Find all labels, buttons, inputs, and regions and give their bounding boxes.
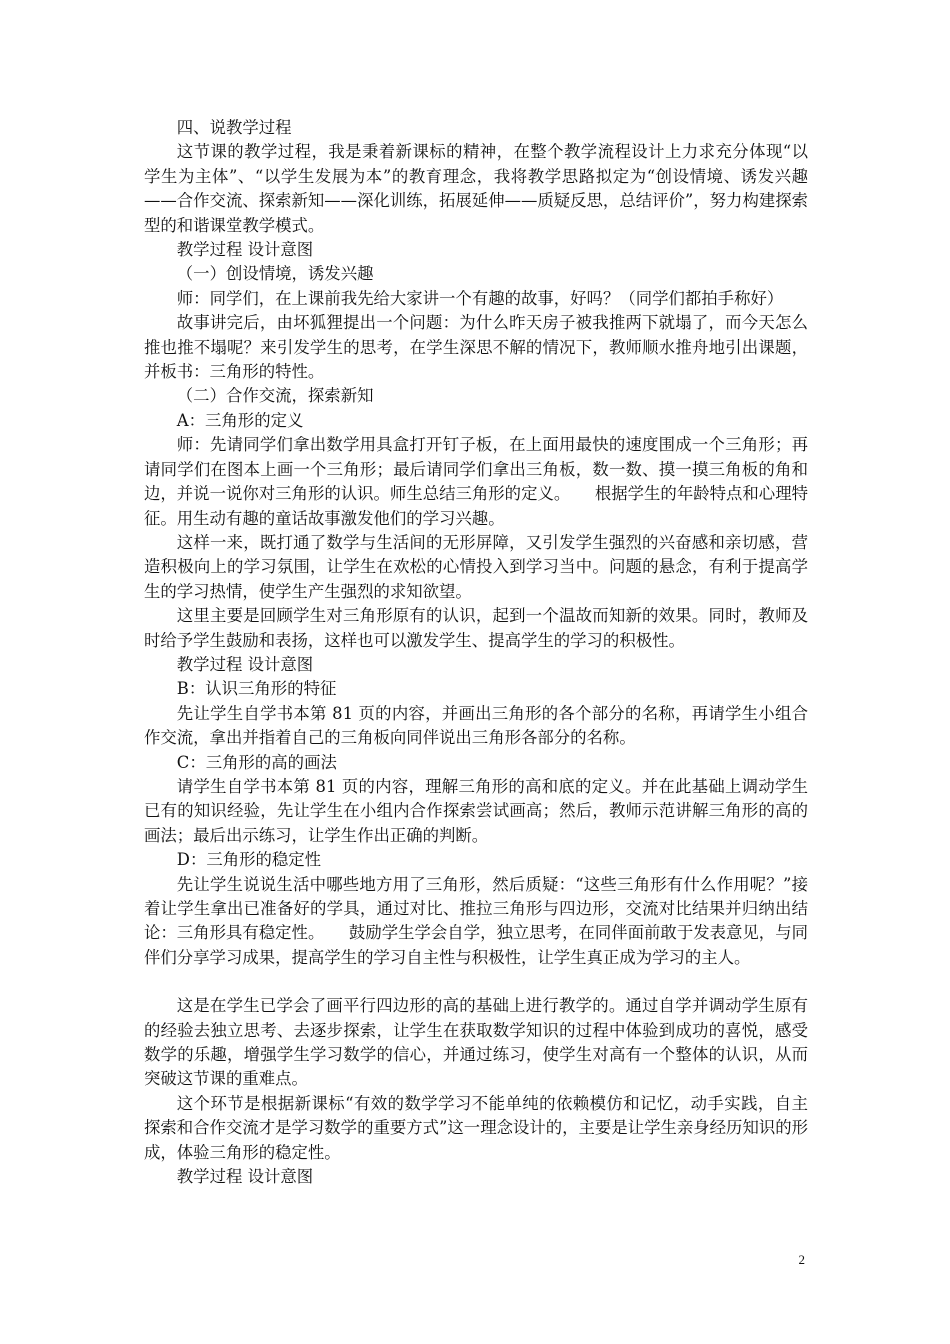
paragraph: 请学生自学书本第 81 页的内容，理解三角形的高和底的定义。并在此基础上调动学生已有的知识经验，先让学生在小组内合作探索尝试画高；然后，教师示范讲解三角形的高的画法；最后出示练习，让学生作出正确的判断。 [144,776,808,845]
item-heading: B：认识三角形的特征 [176,679,337,699]
table-header-line: 教学过程 设计意图 [176,654,314,674]
paragraph: 这个环节是根据新课标“有效的数学学习不能单纯的依赖模仿和记忆，动手实践，自主探索和合作交流才是学习数学的重要方式”这一理念设计的，主要是让学生亲身经历知识的形成，体验三角形的稳定性。 [144,1093,809,1162]
paragraph: 师：先请同学们拿出数学用具盒打开钉子板，在上面用最快的速度围成一个三角形；再请同学们在图本上画一个三角形；最后请同学们拿出三角板，数一数、摸一摸三角板的角和边，并说一说你对三角形的认识。师生总结三角形的定义。 根据学生的年龄特点和心理特征。用生动有趣的童话故事激发他们的学习兴趣。 [144,435,808,528]
table-header-line: 教学过程 设计意图 [176,1167,314,1187]
paragraph: 这节课的教学过程，我是秉着新课标的精神，在整个教学流程设计上力求充分体现“以学生为主体”、“以学生发展为本”的教育理念，我将教学思路拟定为“创设情境、诱发兴趣——合作交流、探索新知——深化训练，拓展延伸——质疑反思，总结评价”，努力构建探索型的和谐课堂教学模式。 [144,142,809,235]
item-heading: C：三角形的高的画法 [176,752,337,772]
paragraph: 故事讲完后，由坏狐狸提出一个问题：为什么昨天房子被我推两下就塌了，而今天怎么推也推不塌呢？来引发学生的思考，在学生深思不解的情况下，教师顺水推舟地引出课题，并板书：三角形的特性。 [144,313,808,382]
item-heading: D：三角形的稳定性 [176,850,322,870]
section-heading: 四、说教学过程 [176,118,292,137]
paragraph: 师：同学们，在上课前我先给大家讲一个有趣的故事，好吗？（同学们都拍手称好） [176,288,784,308]
paragraph: 这是在学生已学会了画平行四边形的高的基础上进行教学的。通过自学并调动学生原有的经验去独立思考、去逐步探索，让学生在获取数学知识的过程中体验到成功的喜悦，感受数学的乐趣，增强学生学习数学的信心，并通过练习，使学生对高有一个整体的认识，从而突破这节课的重难点。 [144,996,808,1089]
paragraph: 先让学生说说生活中哪些地方用了三角形，然后质疑：“这些三角形有什么作用呢？”接着让学生拿出已准备好的学具，通过对比、推拉三角形与四边形，交流对比结果并归纳出结论：三角形具有稳定性。 鼓励学生学会自学，独立思考，在同伴面前敢于发表意见，与同伴们分享学习成果，提高学生的学习自主性与积极性，让学生真正成为学习的主人。 [144,874,808,967]
table-header-line: 教学过程 设计意图 [176,240,314,260]
page-number: 2 [798,1252,805,1267]
document-body [144,116,808,1189]
paragraph: 这样一来，既打通了数学与生活间的无形屏障，又引发学生强烈的兴奋感和亲切感，营造积极向上的学习氛围，让学生在欢松的心情投入到学习当中。问题的悬念，有利于提高学生的学习热情，使学生产生强烈的求知欲望。 [144,532,808,601]
paragraph: 这里主要是回顾学生对三角形原有的认识，起到一个温故而知新的效果。同时，教师及时给予学生鼓励和表扬，这样也可以激发学生、提高学生的学习的积极性。 [144,606,808,650]
subsection-heading: （一）创设情境，诱发兴趣 [176,264,374,284]
item-heading: A：三角形的定义 [176,410,304,430]
paragraph: 先让学生自学书本第 81 页的内容，并画出三角形的各个部分的名称，再请学生小组合作交流，拿出并指着自己的三角板向同伴说出三角形各部分的名称。 [144,703,808,748]
subsection-heading: （二）合作交流，探索新知 [176,386,374,406]
blank-line [144,970,808,994]
